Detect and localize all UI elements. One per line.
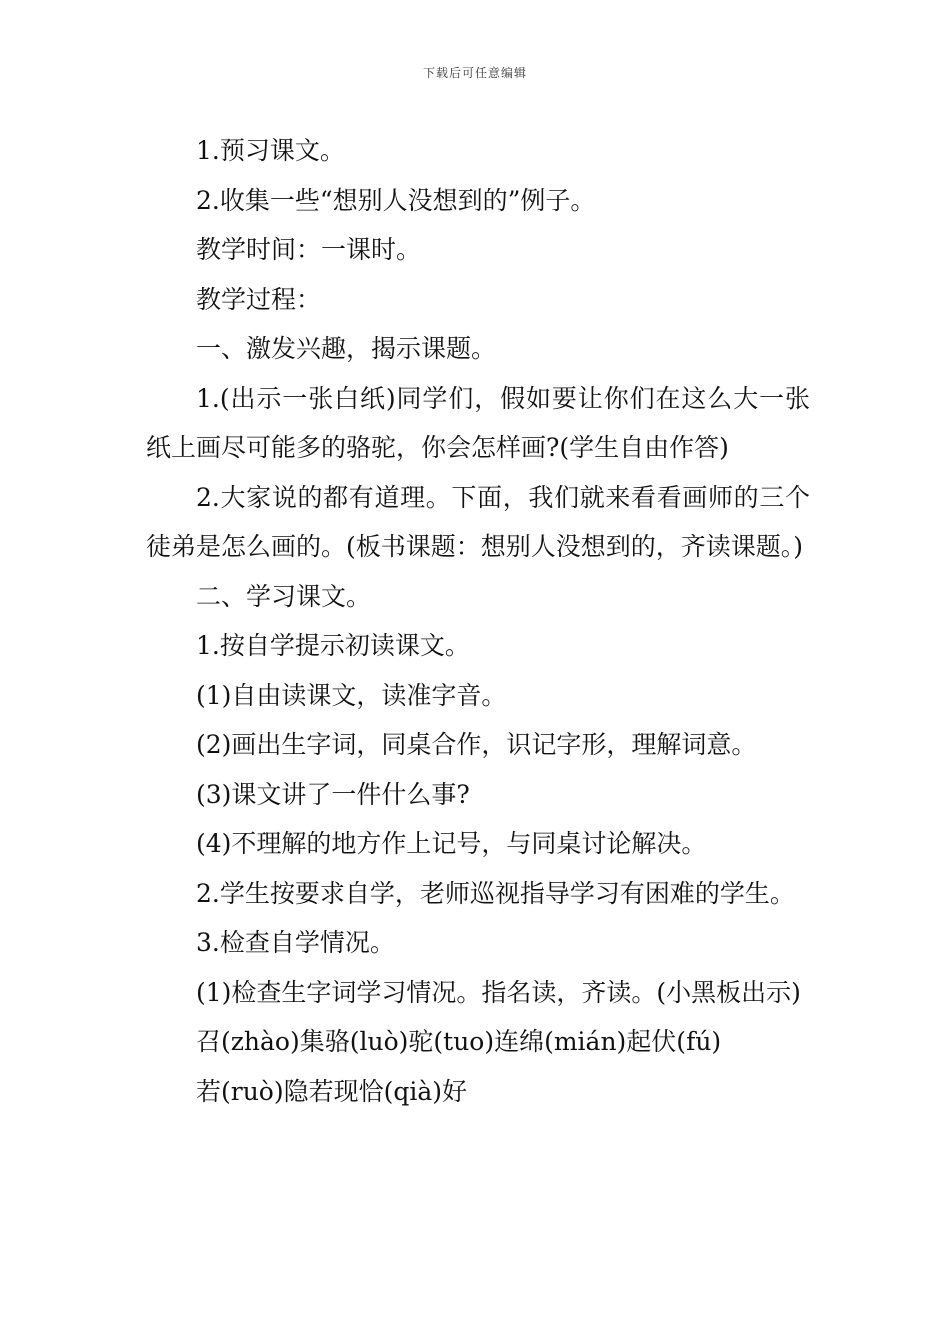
paragraph-check: 3.检查自学情况。 xyxy=(196,928,395,957)
section-heading-1: 一、激发兴趣，揭示课题。 xyxy=(196,334,497,363)
paragraph-check-words: (1)检查生字词学习情况。指名读，齐读。(小黑板出示) xyxy=(196,977,801,1007)
paragraph-prep-text: 1.预习课文。 xyxy=(196,136,345,165)
page-header: 下载后可任意编辑 xyxy=(422,66,527,80)
paragraph-pinyin-2: 若(ruò)隐若现恰(qià)好 xyxy=(196,1076,468,1106)
paragraph-student-study: 2.学生按要求自学，老师巡视指导学习有困难的学生。 xyxy=(196,878,795,908)
paragraph-self-study: 1.按自学提示初读课文。 xyxy=(196,631,470,660)
paragraph-pinyin-1: 召(zhào)集骆(luò)驼(tuo)连绵(mián)起伏(fú) xyxy=(196,1027,722,1056)
paragraph-step-1: 1.(出示一张白纸)同学们，假如要让你们在这么大一张纸上画尽可能多的骆驼，你会怎样画?(学生自由作答) xyxy=(146,383,810,462)
paragraph-step-2: 2.大家说的都有道理。下面，我们就来看看画师的三个徒弟是怎么画的。(板书课题：想别人没想到的，齐读课题。) xyxy=(146,482,810,561)
paragraph-sub-2: (2)画出生字词，同桌合作，识记字形，理解词意。 xyxy=(196,730,757,759)
paragraph-sub-3: (3)课文讲了一件什么事? xyxy=(196,779,470,809)
paragraph-teaching-time: 教学时间：一课时。 xyxy=(196,235,422,264)
document-body xyxy=(146,126,810,1116)
paragraph-sub-4: (4)不理解的地方作上记号，与同桌讨论解决。 xyxy=(196,829,707,858)
paragraph-collect-examples: 2.收集一些“想别人没想到的”例子。 xyxy=(196,185,596,215)
paragraph-teaching-process: 教学过程： xyxy=(196,284,322,314)
section-heading-2: 二、学习课文。 xyxy=(196,581,372,611)
paragraph-sub-1: (1)自由读课文，读准字音。 xyxy=(196,680,507,710)
